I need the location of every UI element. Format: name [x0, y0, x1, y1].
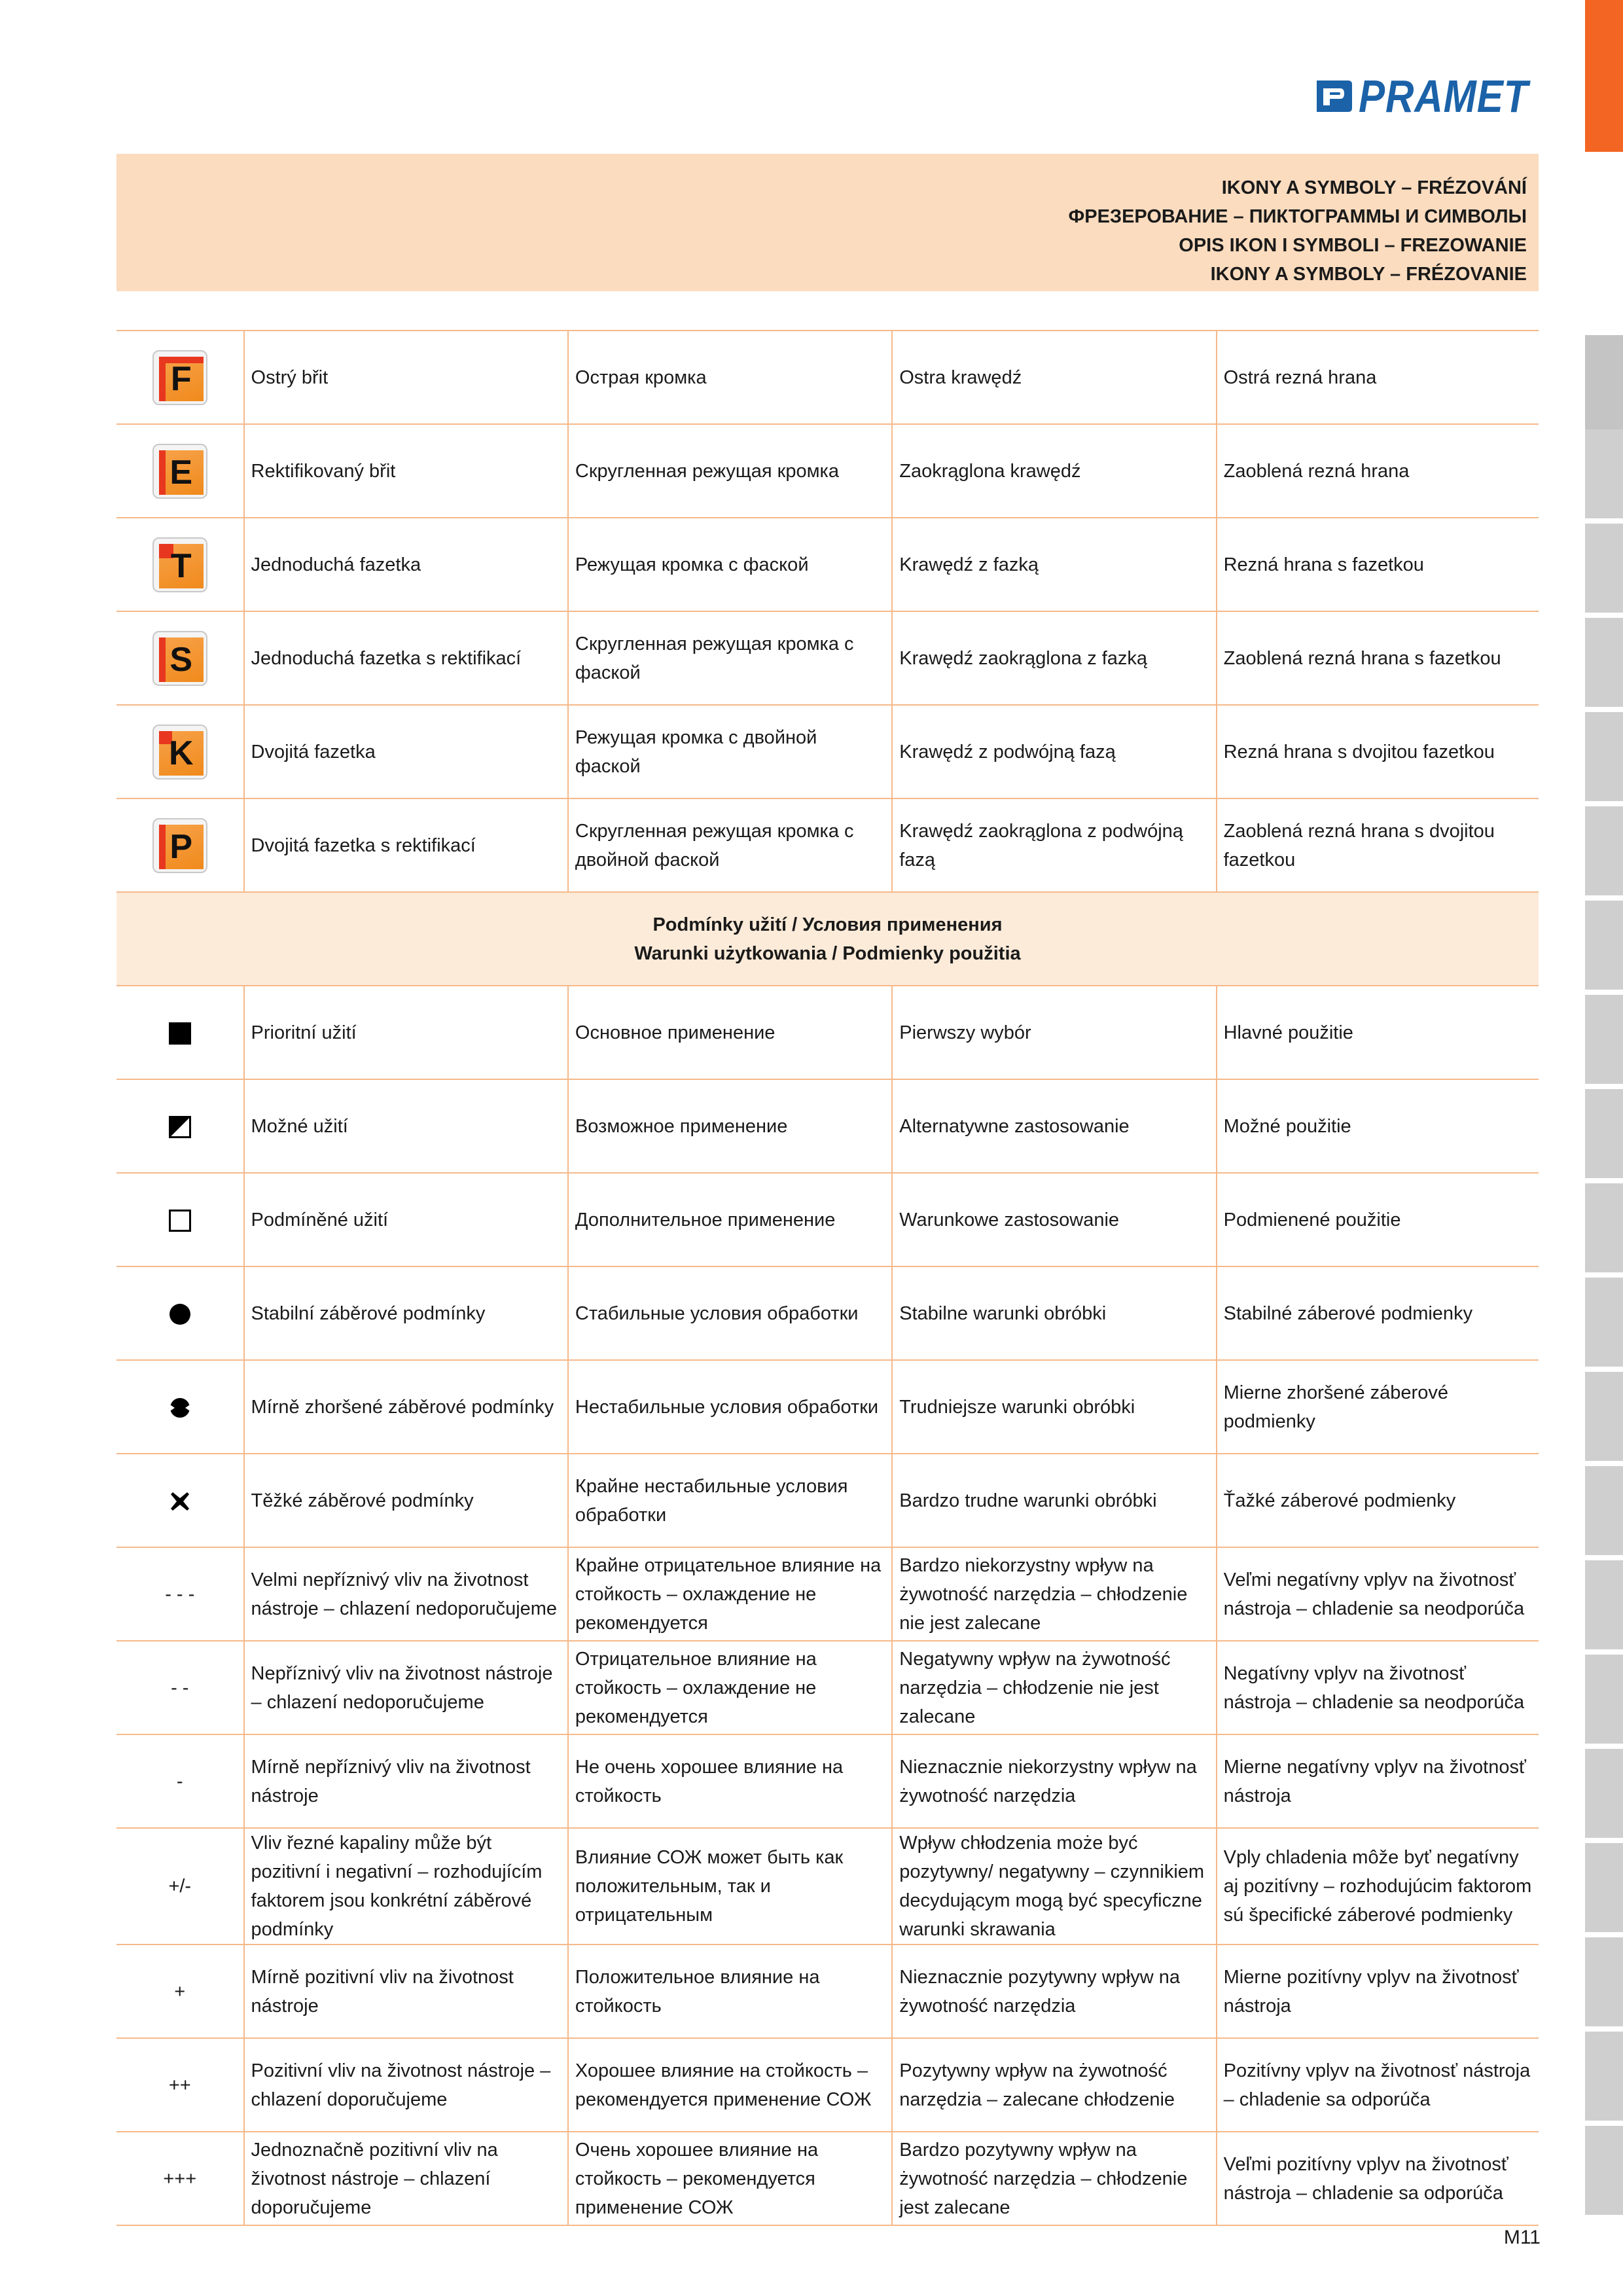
- table-row: [116, 1079, 1539, 1173]
- symbol-cell: [116, 798, 244, 892]
- table-row: [116, 2132, 1539, 2225]
- cell-cz: Podmíněné užití: [244, 1173, 568, 1266]
- coolant-symbol: - -: [171, 1677, 189, 1698]
- edge-p-icon: [152, 818, 207, 873]
- table-row: [116, 1828, 1539, 1945]
- symbol-cell: [116, 1547, 244, 1641]
- section-tab: [1585, 2126, 1623, 2215]
- symbol-cell: [116, 1266, 244, 1360]
- cell-ru: Не очень хорошее влияние на стойкость: [568, 1734, 892, 1828]
- cell-pl: Bardzo niekorzystny wpływ na żywotność narzędzia – chłodzenie nie jest zalecane: [892, 1547, 1216, 1641]
- cell-ru: Дополнительное применение: [568, 1173, 892, 1266]
- cell-sk: Zaoblená rezná hrana s dvojitou fazetkou: [1217, 798, 1539, 892]
- section-tab: [1585, 901, 1623, 990]
- cell-sk: Rezná hrana s fazetkou: [1217, 518, 1539, 611]
- cell-sk: Pozitívny vplyv na životnosť nástroja – chladenie sa odporúča: [1217, 2038, 1539, 2132]
- cell-cz: Stabilní záběrové podmínky: [244, 1266, 568, 1360]
- table-row: [116, 1173, 1539, 1266]
- symbol-cell: [116, 1945, 244, 2038]
- cell-ru: Скругленная режущая кромка: [568, 424, 892, 518]
- half-square-icon: [169, 1116, 191, 1138]
- cell-sk: Vply chladenia môže byť negatívny aj pozitívny – rozhodujúcim faktorom sú špecifické záberové podmienky: [1217, 1828, 1539, 1945]
- cell-ru: Режущая кромка с двойной фаской: [568, 705, 892, 798]
- symbol-cell: [116, 611, 244, 705]
- cell-cz: Možné užití: [244, 1079, 568, 1173]
- page-title-pl: OPIS IKON I SYMBOLI – FREZOWANIE: [1179, 235, 1527, 256]
- cell-pl: Warunkowe zastosowanie: [892, 1173, 1216, 1266]
- pramet-logo: [1314, 72, 1556, 120]
- cell-ru: Крайне нестабильные условия обработки: [568, 1454, 892, 1547]
- page-title-block: [1068, 173, 1527, 289]
- cell-cz: Dvojitá fazetka s rektifikací: [244, 798, 568, 892]
- section-tab: [1585, 1843, 1623, 1932]
- symbol-cell: [116, 986, 244, 1079]
- symbol-cell: [116, 424, 244, 518]
- edge-letter: P: [169, 827, 193, 866]
- cell-pl: Krawędź zaokrąglona z fazką: [892, 611, 1216, 705]
- section-tab: [1585, 1278, 1623, 1367]
- cell-pl: Krawędź z podwójną fazą: [892, 705, 1216, 798]
- edge-t-icon: [152, 537, 207, 592]
- edge-letter: S: [169, 640, 193, 679]
- edge-letter: E: [169, 453, 193, 492]
- cell-pl: Trudniejsze warunki obróbki: [892, 1360, 1216, 1454]
- cell-ru: Положительное влияние на стойкость: [568, 1945, 892, 2038]
- symbol-cell: [116, 518, 244, 611]
- section-tab: [1585, 1372, 1623, 1461]
- section-tab: [1585, 429, 1623, 518]
- cell-cz: Nepříznivý vliv na životnost nástroje – chlazení nedoporučujeme: [244, 1641, 568, 1734]
- table-row: [116, 1360, 1539, 1454]
- cell-cz: Pozitivní vliv na životnost nástroje – chlazení doporučujeme: [244, 2038, 568, 2132]
- cell-pl: Zaokrąglona krawędź: [892, 424, 1216, 518]
- table-row: [116, 2038, 1539, 2132]
- page-title-ru: ФРЕЗЕРОВАНИЕ – ПИКТОГРАММЫ И СИМВОЛЫ: [1068, 206, 1527, 227]
- table-row: [116, 986, 1539, 1079]
- coolant-symbol: -: [176, 1770, 183, 1792]
- filled-circle-icon: [169, 1304, 190, 1325]
- symbol-cell: [116, 1828, 244, 1945]
- cell-sk: Hlavné použitie: [1217, 986, 1539, 1079]
- table-row: [116, 331, 1539, 424]
- symbol-cell: [116, 1734, 244, 1828]
- section-tab: [1585, 995, 1623, 1084]
- edge-letter: F: [170, 359, 192, 398]
- section-tab: [1585, 1466, 1623, 1555]
- table-row: [116, 798, 1539, 892]
- symbol-cell: [116, 1360, 244, 1454]
- notched-circle-icon: [169, 1397, 191, 1419]
- edge-letter: K: [168, 734, 194, 772]
- cell-ru: Очень хорошее влияние на стойкость – рекомендуется применение СОЖ: [568, 2132, 892, 2225]
- coolant-symbol: +: [174, 1981, 186, 2002]
- cell-ru: Основное применение: [568, 986, 892, 1079]
- header-band: [116, 154, 1539, 291]
- cell-cz: Mírně pozitivní vliv na životnost nástroje: [244, 1945, 568, 2038]
- table-row: [116, 518, 1539, 611]
- cell-ru: Стабильные условия обработки: [568, 1266, 892, 1360]
- edge-f-icon: [152, 350, 207, 405]
- cell-sk: Ostrá rezná hrana: [1217, 331, 1539, 424]
- table-row: [116, 424, 1539, 518]
- section-tab: [1585, 1655, 1623, 1744]
- section-tab: [1585, 1560, 1623, 1649]
- section-tab: [1585, 806, 1623, 895]
- coolant-symbol: +++: [163, 2168, 197, 2189]
- cell-sk: Podmienené použitie: [1217, 1173, 1539, 1266]
- symbol-cell: [116, 331, 244, 424]
- cell-pl: Stabilne warunki obróbki: [892, 1266, 1216, 1360]
- table-row: [116, 1641, 1539, 1734]
- edge-s-icon: [152, 631, 207, 686]
- table-row: [116, 1547, 1539, 1641]
- page-title-sk: IKONY A SYMBOLY – FRÉZOVANIE: [1210, 264, 1527, 285]
- edge-letter: T: [170, 547, 192, 585]
- table-row: [116, 611, 1539, 705]
- cell-sk: Mierne zhoršené záberové podmienky: [1217, 1360, 1539, 1454]
- edge-k-icon: [152, 725, 207, 780]
- cell-pl: Krawędź zaokrąglona z podwójną fazą: [892, 798, 1216, 892]
- symbol-cell: [116, 1641, 244, 1734]
- table-row: [116, 1454, 1539, 1547]
- table-row: [116, 1945, 1539, 2038]
- cell-sk: Možné použitie: [1217, 1079, 1539, 1173]
- cell-cz: Jednoduchá fazetka s rektifikací: [244, 611, 568, 705]
- empty-square-icon: [169, 1210, 191, 1232]
- cell-sk: Stabilné záberové podmienky: [1217, 1266, 1539, 1360]
- cell-pl: Wpływ chłodzenia może być pozytywny/ negatywny – czynnikiem decydującym mogą być specyficzne warunki skrawania: [892, 1828, 1216, 1945]
- cell-pl: Pierwszy wybór: [892, 986, 1216, 1079]
- cell-ru: Влияние СОЖ может быть как положительным, так и отрицательным: [568, 1828, 892, 1945]
- coolant-symbol: ++: [168, 2074, 191, 2096]
- cell-cz: Prioritní užití: [244, 986, 568, 1079]
- coolant-symbol: +/-: [168, 1876, 192, 1897]
- section-tab: [1585, 1183, 1623, 1272]
- symbol-cell: [116, 1079, 244, 1173]
- section-title-line2: Warunki użytkowania / Podmienky použitia: [634, 942, 1021, 964]
- cell-cz: Dvojitá fazetka: [244, 705, 568, 798]
- cell-sk: Negatívny vplyv na životnosť nástroja – chladenie sa neodporúča: [1217, 1641, 1539, 1734]
- coolant-symbol: - - -: [165, 1583, 195, 1605]
- edge-e-icon: [152, 444, 207, 499]
- cell-ru: Возможное применение: [568, 1079, 892, 1173]
- cross-icon: [169, 1490, 191, 1513]
- cell-cz: Mírně nepříznivý vliv na životnost nástroje: [244, 1734, 568, 1828]
- cell-cz: Mírně zhoršené záběrové podmínky: [244, 1360, 568, 1454]
- symbol-cell: [116, 705, 244, 798]
- section-tab-active: [1585, 0, 1623, 152]
- pramet-logo-icon: [1314, 77, 1353, 116]
- cell-ru: Острая кромка: [568, 331, 892, 424]
- section-header-row: [116, 892, 1539, 986]
- filled-square-icon: [169, 1022, 191, 1045]
- cell-cz: Jednoduchá fazetka: [244, 518, 568, 611]
- cell-pl: Ostra krawędź: [892, 331, 1216, 424]
- cell-pl: Nieznacznie niekorzystny wpływ na żywotność narzędzia: [892, 1734, 1216, 1828]
- cell-sk: Zaoblená rezná hrana: [1217, 424, 1539, 518]
- cell-ru: Скругленная режущая кромка с фаской: [568, 611, 892, 705]
- page-title-cz: IKONY A SYMBOLY – FRÉZOVÁNÍ: [1221, 177, 1527, 198]
- cell-pl: Krawędź z fazką: [892, 518, 1216, 611]
- section-tab: [1585, 1749, 1623, 1838]
- section-tab: [1585, 618, 1623, 707]
- cell-ru: Хорошее влияние на стойкость – рекомендуется применение СОЖ: [568, 2038, 892, 2132]
- section-header: [116, 892, 1539, 986]
- cell-sk: Rezná hrana s dvojitou fazetkou: [1217, 705, 1539, 798]
- cell-sk: Veľmi pozitívny vplyv na životnosť nástroja – chladenie sa odporúča: [1217, 2132, 1539, 2225]
- symbols-table: [116, 330, 1539, 2226]
- cell-sk: Mierne negatívny vplyv na životnosť nástroja: [1217, 1734, 1539, 1828]
- cell-ru: Режущая кромка с фаской: [568, 518, 892, 611]
- symbol-cell: [116, 1454, 244, 1547]
- section-tab: [1585, 1089, 1623, 1178]
- table-row: [116, 705, 1539, 798]
- table-row: [116, 1266, 1539, 1360]
- cell-pl: Alternatywne zastosowanie: [892, 1079, 1216, 1173]
- cell-pl: Bardzo pozytywny wpływ na żywotność narzędzia – chłodzenie jest zalecane: [892, 2132, 1216, 2225]
- table-row: [116, 1734, 1539, 1828]
- cell-cz: Těžké záběrové podmínky: [244, 1454, 568, 1547]
- cell-pl: Pozytywny wpływ na żywotność narzędzia – zalecane chłodzenie: [892, 2038, 1216, 2132]
- cell-pl: Nieznacznie pozytywny wpływ na żywotność narzędzia: [892, 1945, 1216, 2038]
- logo-text: PRAMET: [1359, 71, 1529, 122]
- cell-ru: Скругленная режущая кромка с двойной фаской: [568, 798, 892, 892]
- cell-ru: Крайне отрицательное влияние на стойкость – охлаждение не рекомендуется: [568, 1547, 892, 1641]
- cell-sk: Zaoblená rezná hrana s fazetkou: [1217, 611, 1539, 705]
- cell-sk: Mierne pozitívny vplyv na životnosť nástroja: [1217, 1945, 1539, 2038]
- cell-ru: Нестабильные условия обработки: [568, 1360, 892, 1454]
- section-tab: [1585, 524, 1623, 613]
- section-title-line1: Podmínky užití / Условия применения: [652, 914, 1003, 935]
- symbol-cell: [116, 1173, 244, 1266]
- section-tab: [1585, 1937, 1623, 2026]
- cell-ru: Отрицательное влияние на стойкость – охлаждение не рекомендуется: [568, 1641, 892, 1734]
- cell-cz: Velmi nepříznivý vliv na životnost nástroje – chlazení nedoporučujeme: [244, 1547, 568, 1641]
- cell-cz: Jednoznačně pozitivní vliv na životnost nástroje – chlazení doporučujeme: [244, 2132, 568, 2225]
- section-tab: [1585, 2032, 1623, 2121]
- cell-sk: Ťažké záberové podmienky: [1217, 1454, 1539, 1547]
- cell-cz: Ostrý břit: [244, 331, 568, 424]
- cell-pl: Negatywny wpływ na żywotność narzędzia – chłodzenie nie jest zalecane: [892, 1641, 1216, 1734]
- cell-pl: Bardzo trudne warunki obróbki: [892, 1454, 1216, 1547]
- section-tab: [1585, 712, 1623, 801]
- cell-sk: Veľmi negatívny vplyv na životnosť nástroja – chladenie sa neodporúča: [1217, 1547, 1539, 1641]
- symbol-cell: [116, 2038, 244, 2132]
- cell-cz: Vliv řezné kapaliny může být pozitivní i negativní – rozhodujícím faktorem jsou konkrétní záběrové podmínky: [244, 1828, 568, 1945]
- page-number: M11: [1503, 2227, 1541, 2248]
- symbol-cell: [116, 2132, 244, 2225]
- cell-cz: Rektifikovaný břit: [244, 424, 568, 518]
